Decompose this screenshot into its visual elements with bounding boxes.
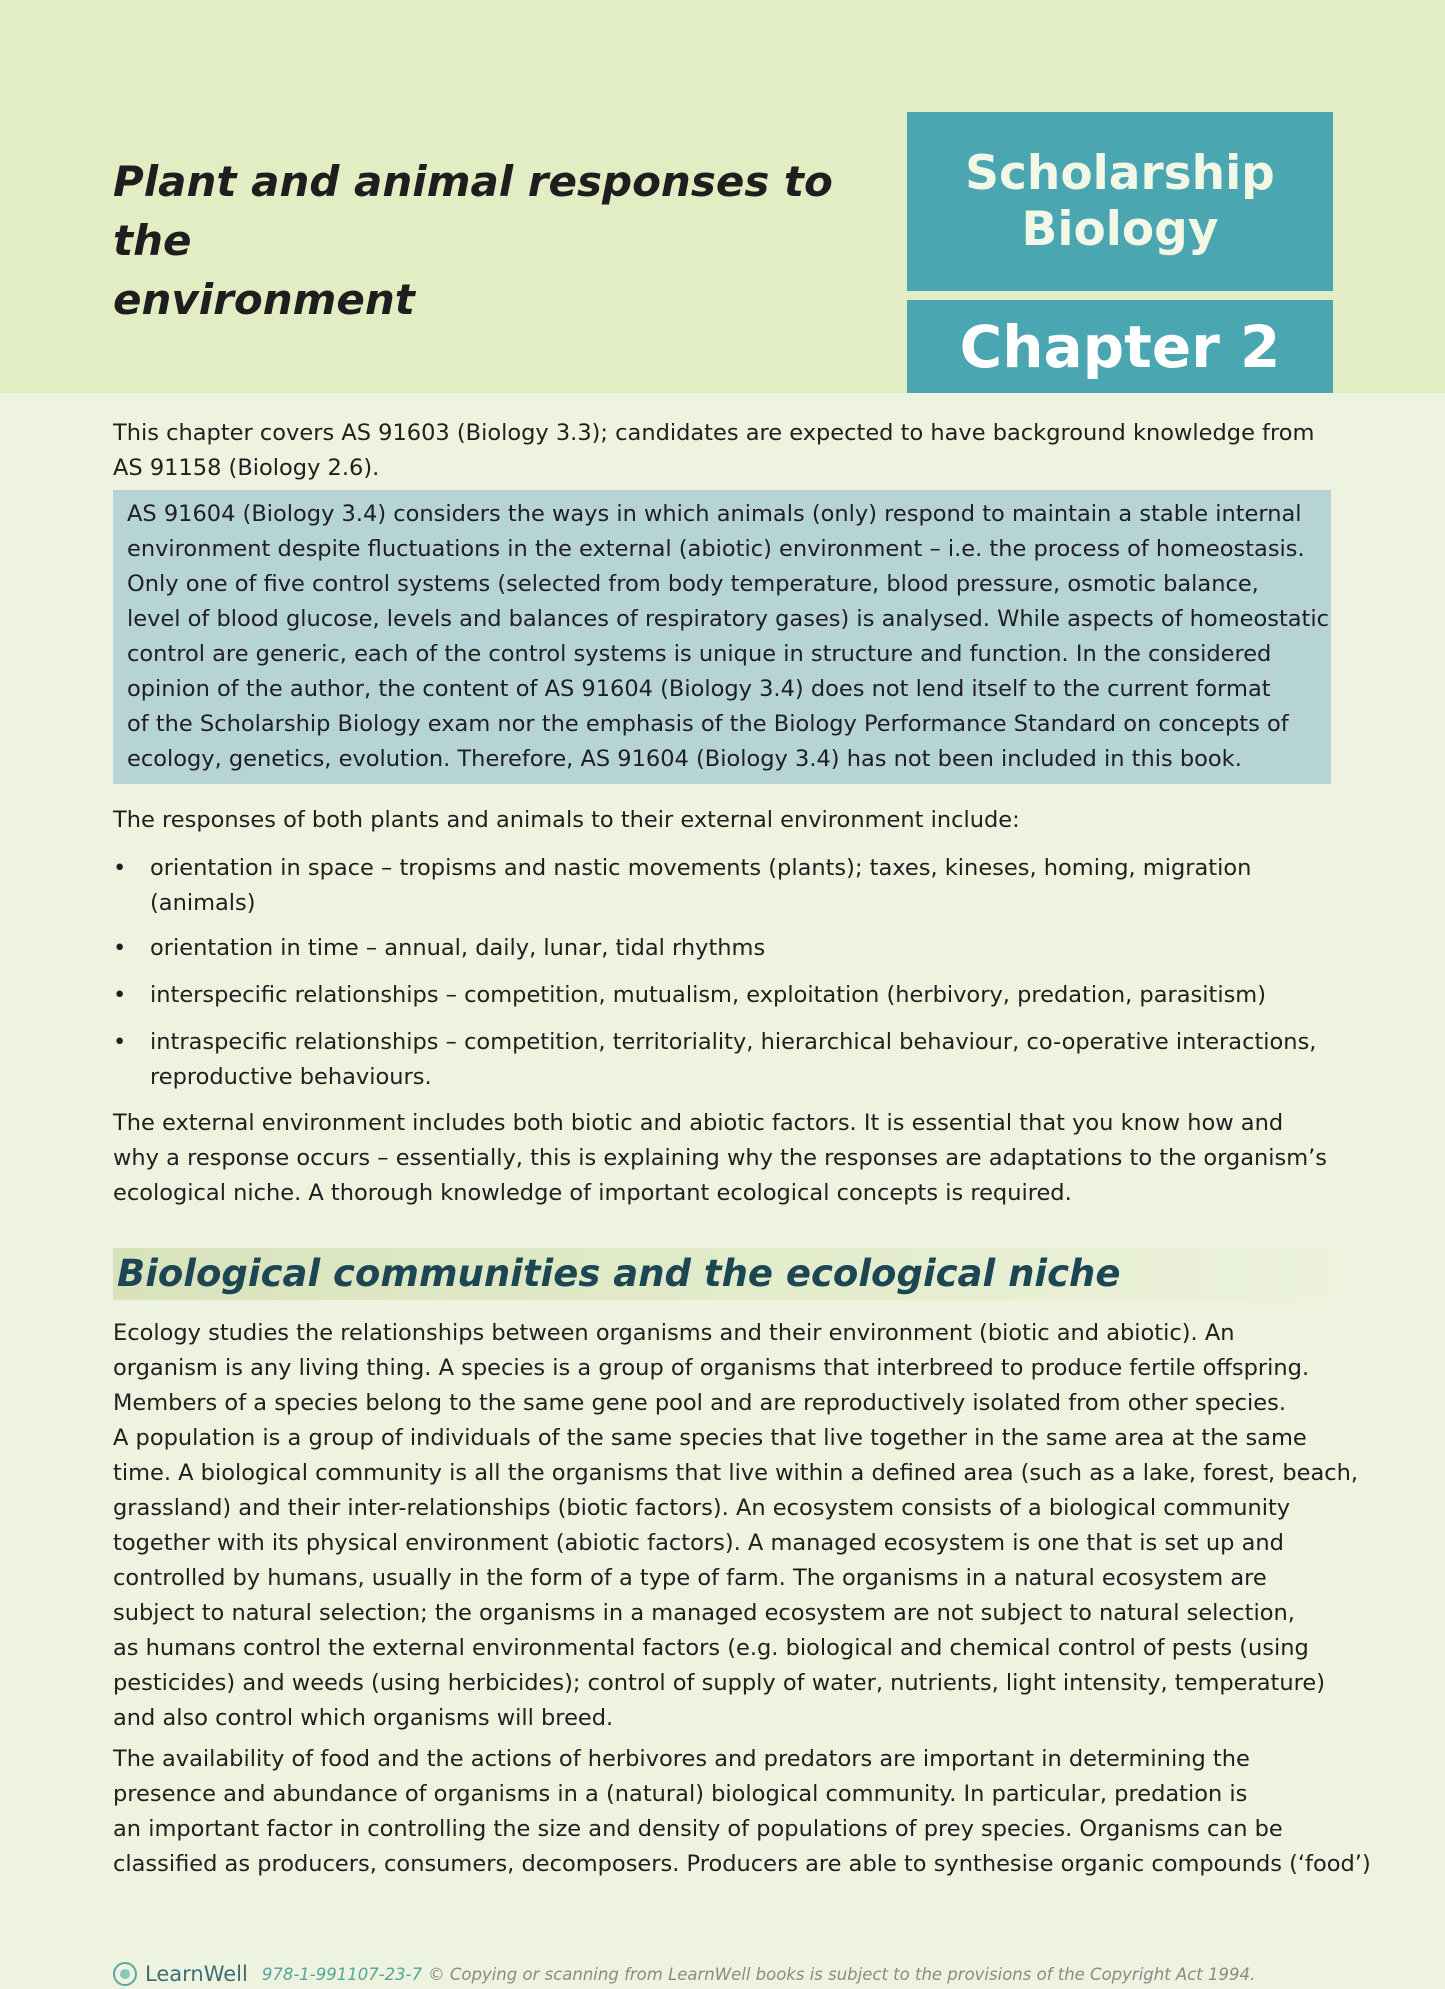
isbn: 978-1-991107-23-7 [261, 1964, 423, 1984]
text-line: orientation in time – annual, daily, lunar, tidal rhythms [150, 935, 766, 961]
copyright-notice: © Copying or scanning from LearnWell books is subject to the provisions of the Copyright Act 1994. [428, 1964, 1256, 1984]
section-heading: Biological communities and the ecological niche [117, 1252, 1121, 1295]
text-line: interspecific relationships – competition, mutualism, exploitation (herbivory, predation, parasitism) [150, 982, 1266, 1008]
note-box [113, 490, 1331, 784]
text-line: The availability of food and the actions of herbivores and predators are important in determining the [113, 1746, 1250, 1772]
text-line: orientation in space – tropisms and nastic movements (plants); taxes, kineses, homing, migration [150, 855, 1252, 881]
chapter-label: Chapter 2 [959, 312, 1281, 381]
page-footer [113, 1959, 1255, 1989]
text-line: ecology, genetics, evolution. Therefore, AS 91604 (Biology 3.4) has not been included in this book. [127, 746, 1242, 772]
text-line: The responses of both plants and animals to their external environment include: [113, 807, 1020, 833]
text-line: intraspecific relationships – competition, territoriality, hierarchical behaviour, co-operative interactions, [150, 1029, 1317, 1055]
text-line: an important factor in controlling the size and density of populations of prey species. Organisms can be [113, 1816, 1283, 1842]
responses-intro [113, 803, 1333, 838]
bullet-marker: • [113, 935, 127, 961]
text-line: control are generic, each of the control systems is unique in structure and function. In the considered [127, 641, 1272, 667]
text-line: organism is any living thing. A species is a group of organisms that interbreed to produce fertile offspring. [113, 1355, 1310, 1381]
text-line: subject to natural selection; the organisms in a managed ecosystem are not subject to natural selection, [113, 1600, 1295, 1626]
food-paragraph [113, 1742, 1371, 1882]
text-line: Ecology studies the relationships between organisms and their environment (biotic and abiotic). An [113, 1320, 1235, 1346]
bullet-marker: • [113, 855, 127, 881]
text-line: opinion of the author, the content of AS 91604 (Biology 3.4) does not lend itself to the current format [127, 676, 1271, 702]
text-line: grassland) and their inter-relationships (biotic factors). An ecosystem consists of a biological community [113, 1495, 1291, 1521]
bullet-marker: • [113, 1029, 127, 1055]
text-line: (animals) [150, 890, 256, 916]
text-line: level of blood glucose, levels and balances of respiratory gases) is analysed. While aspects of homeostatic [127, 606, 1329, 632]
text-line: pesticides) and weeds (using herbicides); control of supply of water, nutrients, light intensity, temperature) [113, 1670, 1325, 1696]
text-line: Only one of five control systems (selected from body temperature, blood pressure, osmotic balance, [127, 571, 1259, 597]
text-line: Members of a species belong to the same gene pool and are reproductively isolated from other species. [113, 1390, 1287, 1416]
brand-line: Biology [1021, 201, 1219, 257]
intro-paragraph [113, 416, 1333, 486]
text-line: why a response occurs – essentially, this is explaining why the responses are adaptations to the organism’s [113, 1145, 1328, 1171]
learnwell-logo-icon [113, 1962, 137, 1986]
external-environment-paragraph [113, 1106, 1333, 1211]
text-line: This chapter covers AS 91603 (Biology 3.3); candidates are expected to have background knowledge from [113, 420, 1315, 446]
brand-line: Scholarship [965, 145, 1275, 201]
chapter-number-box [907, 300, 1333, 393]
text-line: A population is a group of individuals of the same species that live together in the same area at the same [113, 1425, 1307, 1451]
text-line: ecological niche. A thorough knowledge of important ecological concepts is required. [113, 1180, 1072, 1206]
text-line: of the Scholarship Biology exam nor the emphasis of the Biology Performance Standard on concepts of [127, 711, 1289, 737]
list-item [150, 978, 1330, 1013]
ecology-paragraph [113, 1316, 1359, 1736]
publisher-logo-text: LearnWell [145, 1962, 248, 1986]
text-line: AS 91158 (Biology 2.6). [113, 455, 380, 481]
bullet-marker: • [113, 982, 127, 1008]
text-line: presence and abundance of organisms in a (natural) biological community. In particular, predation is [113, 1781, 1248, 1807]
list-item [150, 1025, 1330, 1095]
text-line: controlled by humans, usually in the form of a type of farm. The organisms in a natural ecosystem are [113, 1565, 1267, 1591]
text-line: The external environment includes both biotic and abiotic factors. It is essential that you know how and [113, 1110, 1284, 1136]
text-line: reproductive behaviours. [150, 1064, 432, 1090]
text-line: together with its physical environment (abiotic factors). A managed ecosystem is one that is set up and [113, 1530, 1284, 1556]
note-paragraph [127, 497, 1329, 777]
chapter-title-line: Plant and animal responses to the [113, 157, 833, 265]
text-line: and also control which organisms will breed. [113, 1705, 614, 1731]
text-line: time. A biological community is all the organisms that live within a defined area (such as a lake, forest, beach, [113, 1460, 1359, 1486]
chapter-title-line: environment [113, 275, 415, 324]
chapter-title [113, 152, 893, 329]
series-brand-box [907, 112, 1333, 291]
text-line: environment despite fluctuations in the external (abiotic) environment – i.e. the process of homeostasis. [127, 536, 1305, 562]
text-line: classified as producers, consumers, decomposers. Producers are able to synthesise organic compounds (‘food’) [113, 1851, 1371, 1877]
list-item [150, 931, 1330, 966]
text-line: AS 91604 (Biology 3.4) considers the ways in which animals (only) respond to maintain a stable internal [127, 501, 1302, 527]
text-line: as humans control the external environmental factors (e.g. biological and chemical control of pests (using [113, 1635, 1309, 1661]
list-item [150, 851, 1330, 921]
